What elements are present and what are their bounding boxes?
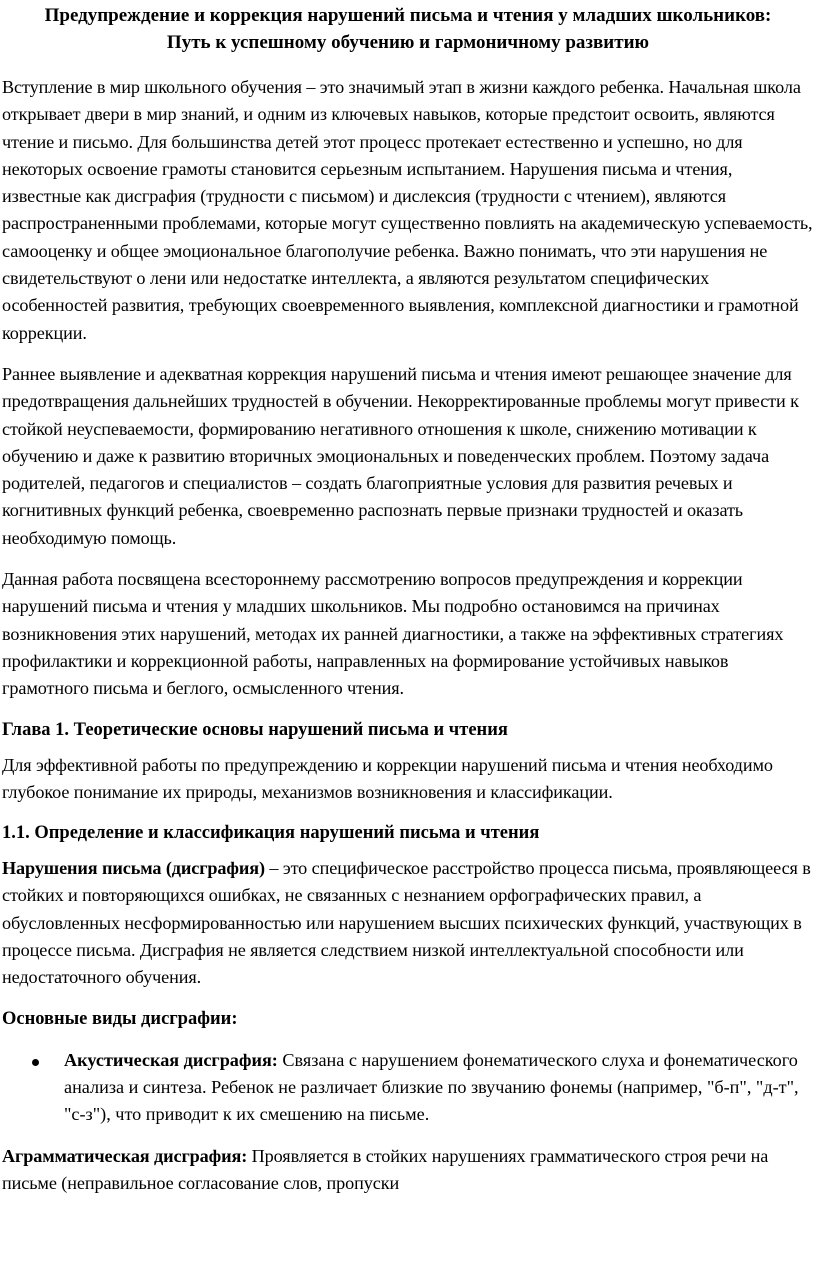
dysgraphia-types-heading: Основные виды дисграфии:	[2, 1008, 238, 1029]
dysgraphia-definition-paragraph	[2, 855, 814, 991]
bullet-icon	[32, 1059, 39, 1066]
intro-paragraph: Вступление в мир школьного обучения – это значимый этап в жизни каждого ребенка. Начальная школа открывает двери в мир знаний, и одним из ключевых навыков, которые предстоит освоить, являются чтение и письмо. Для большинства детей этот процесс протекает естественно и успешно, но для некоторых освоение грамоты становится серьезным испытанием. Нарушения письма и чтения, известные как дисграфия (трудности с письмом) и дислексия (трудности с чтением), являются распространенными проблемами, которые могут существенно повлиять на академическую успеваемость, самооценку и общее эмоциональное благополучие ребенка. Важно понимать, что эти нарушения не свидетельствуют о лени или недостатке интеллекта, а являются результатом специфических особенностей развития, требующих своевременного выявления, комплексной диагностики и грамотной коррекции.	[2, 77, 813, 343]
early-detection-paragraph: Раннее выявление и адекватная коррекция нарушений письма и чтения имеют решающее значение для предотвращения дальнейших трудностей в обучении. Некорректированные проблемы могут привести к стойкой неуспеваемости, формированию негативного отношения к школе, снижению мотивации к обучению и даже к развитию вторичных эмоциональных и поведенческих проблем. Поэтому задача родителей, педагогов и специалистов – создать благоприятные условия для развития речевых и когнитивных функций ребенка, своевременно распознать первые признаки трудностей и оказать необходимую помощь.	[2, 363, 799, 548]
acoustic-dysgraphia-term: Акустическая дисграфия:	[64, 1049, 278, 1070]
dysgraphia-types-list	[2, 1047, 814, 1129]
agrammatic-dysgraphia-paragraph	[2, 1143, 814, 1198]
list-item	[2, 1047, 814, 1129]
document-title	[2, 2, 814, 56]
purpose-paragraph: Данная работа посвящена всестороннему рассмотрению вопросов предупреждения и коррекции нарушений письма и чтения у младших школьников. Мы подробно остановимся на причинах возникновения этих нарушений, методах их ранней диагностики, а также на эффективных стратегиях профилактики и коррекционной работы, направленных на формирование устойчивых навыков грамотного письма и беглого, осмысленного чтения.	[2, 569, 784, 699]
section-1-1-heading: 1.1. Определение и классификация нарушений письма и чтения	[2, 823, 540, 844]
title-line-2: Путь к успешному обучению и гармоничному развитию	[166, 32, 650, 53]
chapter-1-intro-paragraph: Для эффективной работы по предупреждению и коррекции нарушений письма и чтения необходимо глубокое понимание их природы, механизмов возникновения и классификации.	[2, 754, 773, 802]
agrammatic-dysgraphia-text: Проявляется в стойких нарушениях грамматического строя речи на письме (неправильное согласование слов, пропуски	[2, 1145, 769, 1193]
agrammatic-dysgraphia-term: Аграмматическая дисграфия:	[2, 1145, 248, 1166]
dysgraphia-definition-text: – это специфическое расстройство процесса письма, проявляющееся в стойких и повторяющихся ошибках, не связанных с незнанием орфографических правил, а обусловленных несформированностью или нарушением высших психических функций, участвующих в процессе письма. Дисграфия не является следствием низкой интеллектуальной способности или недостаточного обучения.	[2, 858, 811, 988]
chapter-1-heading: Глава 1. Теоретические основы нарушений письма и чтения	[2, 719, 508, 740]
acoustic-dysgraphia-text: Связана с нарушением фонематического слуха и фонематического анализа и синтеза. Ребенок не различает близкие по звучанию фонемы (например, "б-п", "д-т", "с-з"), что приводит к их смешению на письме.	[64, 1049, 799, 1125]
dysgraphia-term: Нарушения письма (дисграфия)	[2, 858, 265, 879]
title-line-1: Предупреждение и коррекция нарушений письма и чтения у младших школьников:	[44, 5, 772, 26]
